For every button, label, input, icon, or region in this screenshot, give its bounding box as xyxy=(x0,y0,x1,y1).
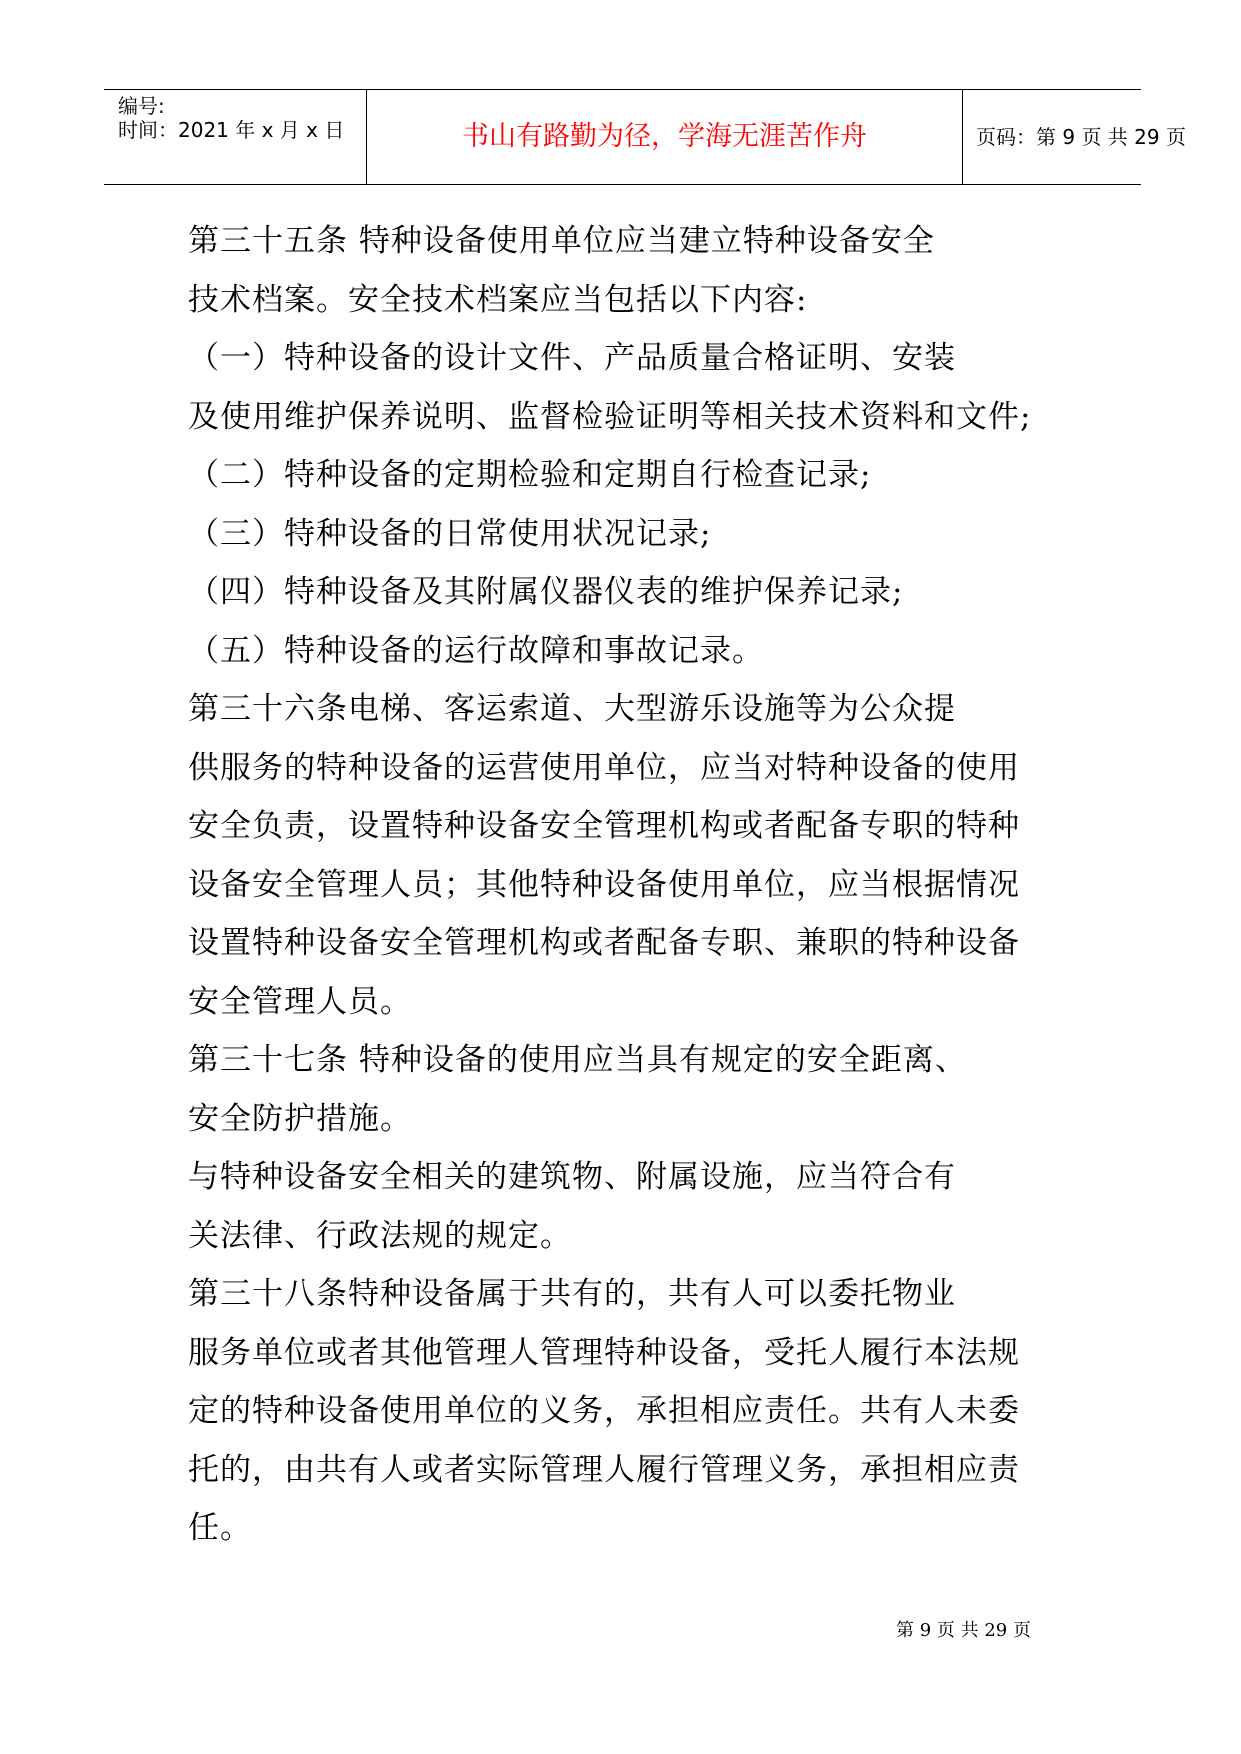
document-header xyxy=(104,89,1186,185)
body-line: 托的，由共有人或者实际管理人履行管理义务，承担相应责 xyxy=(188,1451,1020,1488)
header-motto: 书山有路勤为径，学海无涯苦作舟 xyxy=(462,121,867,152)
body-line: 供服务的特种设备的运营使用单位，应当对特种设备的使用 xyxy=(188,749,1020,786)
body-line: （三）特种设备的日常使用状况记录; xyxy=(188,515,712,552)
body-line: 服务单位或者其他管理人管理特种设备，受托人履行本法规 xyxy=(188,1334,1020,1371)
body-line: 设备安全管理人员；其他特种设备使用单位，应当根据情况 xyxy=(188,866,1020,903)
body-line: 第三十五条 特种设备使用单位应当建立特种设备安全 xyxy=(188,223,935,259)
body-line: （一）特种设备的设计文件、产品质量合格证明、安装 xyxy=(188,340,956,376)
body-line: 第三十八条特种设备属于共有的，共有人可以委托物业 xyxy=(188,1276,956,1312)
document-time-label: 时间：2021 年 x 月 x 日 xyxy=(118,118,345,142)
body-line: 技术档案。安全技术档案应当包括以下内容: xyxy=(188,281,808,318)
header-motto-cell xyxy=(367,90,963,184)
header-page-cell xyxy=(964,90,1186,184)
document-body xyxy=(188,221,1058,1567)
body-line: 安全防护措施。 xyxy=(188,1100,412,1137)
body-line: 及使用维护保养说明、监督检验证明等相关技术资料和文件; xyxy=(188,398,1032,435)
body-line: 定的特种设备使用单位的义务，承担相应责任。共有人未委 xyxy=(188,1393,1020,1429)
header-page-code: 页码：第 9 页 共 29 页 xyxy=(976,125,1186,149)
body-line: （四）特种设备及其附属仪器仪表的维护保养记录; xyxy=(188,574,904,610)
body-line: 安全管理人员。 xyxy=(188,983,412,1020)
page-footer: 第 9 页 共 29 页 xyxy=(896,1620,1031,1641)
body-line: 第三十六条电梯、客运索道、大型游乐设施等为公众提 xyxy=(188,691,956,727)
body-line: 第三十七条 特种设备的使用应当具有规定的安全距离、 xyxy=(188,1042,967,1078)
body-line: 安全负责，设置特种设备安全管理机构或者配备专职的特种 xyxy=(188,808,1020,844)
body-line: 与特种设备安全相关的建筑物、附属设施，应当符合有 xyxy=(188,1159,956,1195)
body-line: （二）特种设备的定期检验和定期自行检查记录; xyxy=(188,457,872,493)
body-line: 任。 xyxy=(188,1510,252,1546)
document-number-label: 编号: xyxy=(118,94,165,118)
body-line: 设置特种设备安全管理机构或者配备专职、兼职的特种设备 xyxy=(188,925,1020,961)
header-meta-cell xyxy=(104,90,367,184)
body-line: 关法律、行政法规的规定。 xyxy=(188,1217,572,1254)
body-line: （五）特种设备的运行故障和事故记录。 xyxy=(188,632,764,669)
